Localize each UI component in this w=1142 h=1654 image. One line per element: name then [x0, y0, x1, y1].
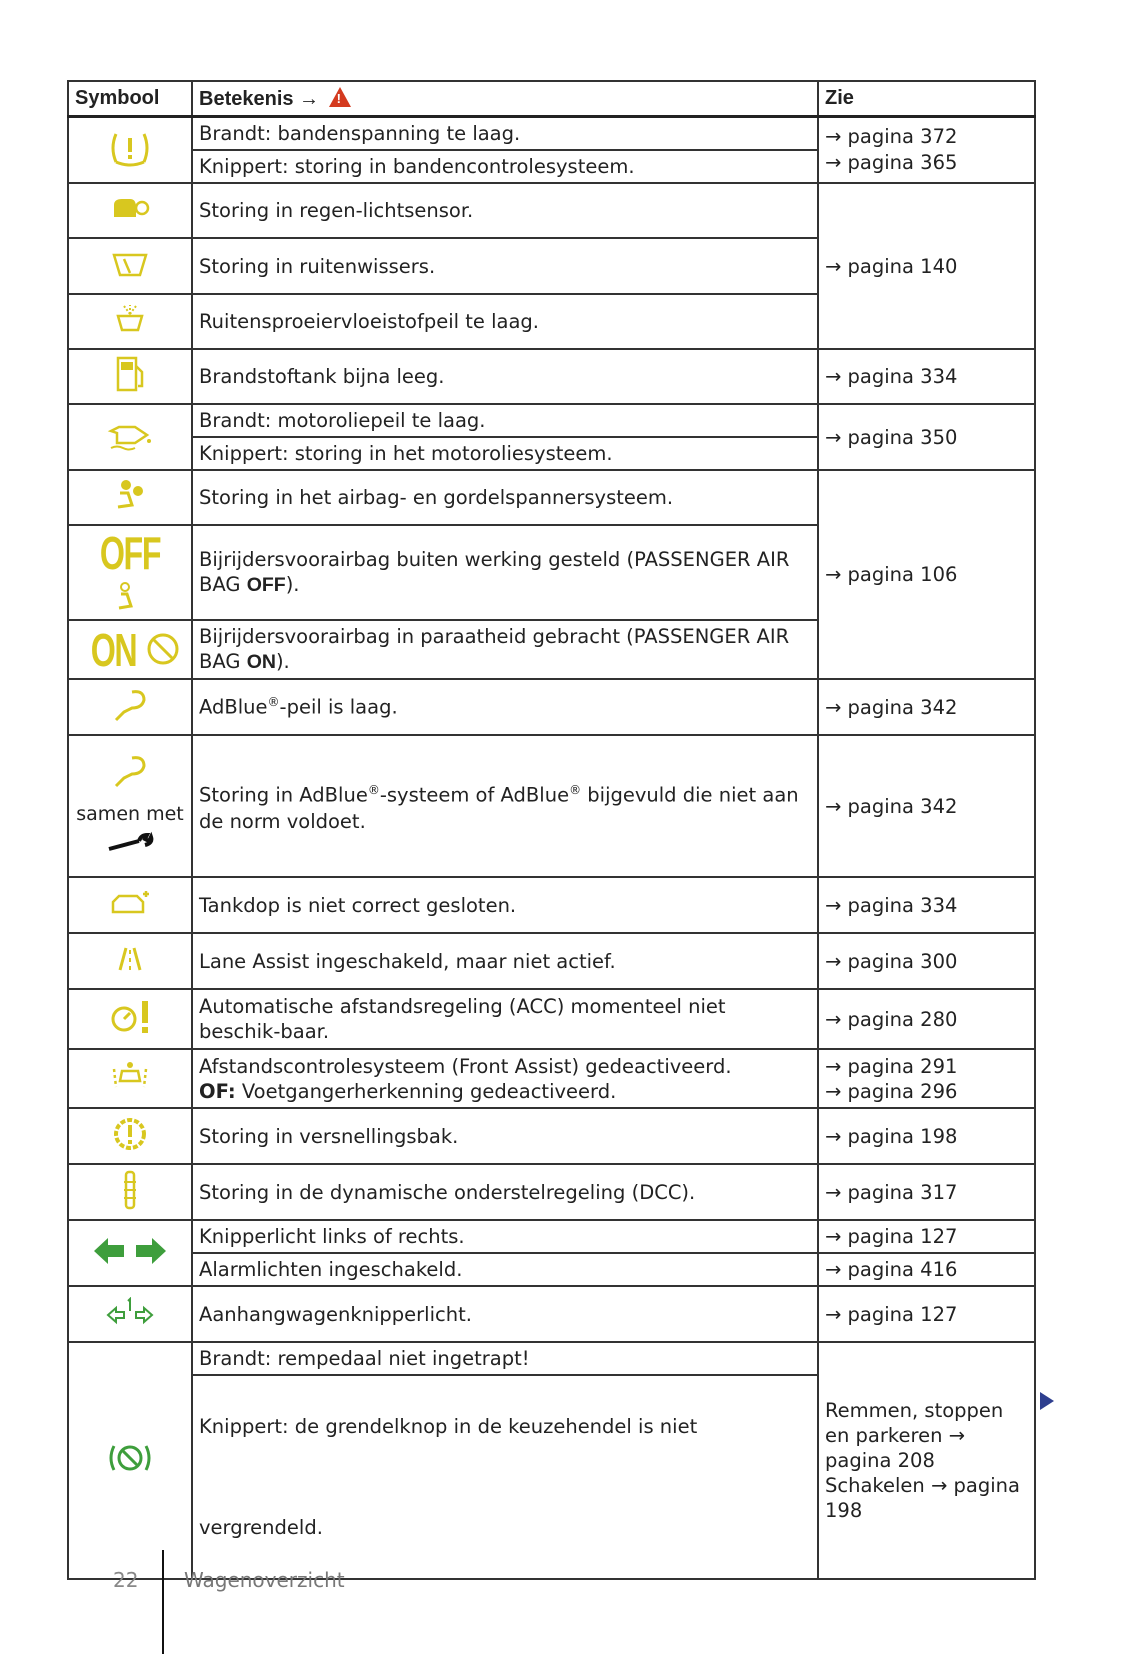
meaning-text: Storing in AdBlue®-systeem of AdBlue® bijgevuld die niet aan de norm voldoet.: [192, 735, 818, 877]
table-row: [68, 933, 1035, 989]
table-row: [68, 679, 1035, 735]
table-row: [68, 404, 1035, 470]
table-row: [68, 1164, 1035, 1220]
meaning-text: Brandt: bandenspanning te laag.: [193, 118, 817, 151]
adblue-wrench-symbol: [68, 735, 192, 877]
col-header-meaning: Betekenis → !: [192, 81, 818, 117]
meaning-text: Knippert: storing in het motoroliesysteem.: [199, 442, 613, 465]
meaning-text: Ruitensproeiervloeistofpeil te laag.: [192, 294, 818, 349]
page-ref[interactable]: → pagina 372: [825, 125, 958, 148]
meaning-text: Tankdop is niet correct gesloten.: [192, 877, 818, 933]
meaning-text: Knipperlicht links of rechts.: [193, 1221, 817, 1254]
acc-icon: [68, 989, 192, 1049]
adblue-icon: [68, 679, 192, 735]
meaning-text: Bijrijdersvoorairbag buiten werking gesteld (PASSENGER AIR BAG OFF).: [192, 525, 818, 620]
table-header-row: [68, 81, 1035, 117]
page-ref[interactable]: → pagina 127: [825, 1302, 958, 1326]
continue-arrow-icon: [1040, 1392, 1054, 1410]
wiper-icon: [68, 238, 192, 294]
page-ref[interactable]: → pagina 317: [825, 1180, 958, 1204]
page-ref[interactable]: → pagina 127: [819, 1221, 1034, 1254]
table-row: [68, 877, 1035, 933]
meaning-text: Storing in het airbag- en gordelspannersysteem.: [192, 470, 818, 525]
col-header-symbol: Symbool: [68, 81, 192, 117]
wrench-icon: [105, 831, 155, 855]
table-row: [68, 470, 1035, 525]
page-ref[interactable]: → pagina 350: [825, 425, 958, 449]
tire-pressure-icon: [68, 117, 192, 184]
footer-divider: [162, 1550, 164, 1654]
meaning-text: Afstandscontrolesysteem (Front Assist) gedeactiveerd.: [199, 1054, 732, 1078]
brake-pedal-icon: [68, 1342, 192, 1579]
page-ref[interactable]: → pagina 416: [825, 1258, 958, 1281]
adblue-icon: [110, 752, 150, 792]
front-assist-icon: [68, 1049, 192, 1108]
meaning-text: Knippert: storing in bandencontrolesysteem.: [199, 155, 635, 178]
table-row: [68, 1108, 1035, 1164]
meaning-text: AdBlue®-peil is laag.: [192, 679, 818, 735]
page-ref[interactable]: → pagina 106: [825, 563, 958, 586]
samen-met-label: samen met: [76, 803, 184, 825]
meaning-text: Automatische afstandsregeling (ACC) momenteel niet beschik-baar.: [192, 989, 818, 1049]
dcc-suspension-icon: [68, 1164, 192, 1220]
rain-light-sensor-icon: [68, 183, 192, 238]
page-ref[interactable]: → pagina 334: [825, 893, 958, 917]
table-row: [68, 735, 1035, 877]
fuel-tank-icon: [68, 349, 192, 404]
page-ref[interactable]: → pagina 342: [825, 695, 958, 719]
page-ref[interactable]: → pagina 291: [825, 1054, 958, 1078]
table-row: [68, 349, 1035, 404]
page-ref[interactable]: Remmen, stoppen en parkeren → pagina 208 Schakelen → pagina 198: [818, 1342, 1035, 1579]
table-row: [68, 989, 1035, 1049]
page-ref[interactable]: → pagina 140: [825, 254, 958, 278]
meaning-text: Bijrijdersvoorairbag in paraatheid gebracht (PASSENGER AIR BAG ON).: [192, 620, 818, 679]
lane-assist-icon: [68, 933, 192, 989]
meaning-text: Voetgangerherkenning gedeactiveerd.: [235, 1079, 617, 1103]
meaning-text: Storing in ruitenwissers.: [192, 238, 818, 294]
meaning-text: Knippert: de grendelknop in de keuzehendel is niet vergrendeld.: [199, 1415, 698, 1539]
table-row: [68, 1286, 1035, 1342]
page-ref[interactable]: → pagina 198: [825, 1124, 958, 1148]
meaning-text: Brandt: motoroliepeil te laag.: [193, 405, 817, 438]
table-row: [68, 117, 1035, 184]
meaning-text: Aanhangwagenknipperlicht.: [192, 1286, 818, 1342]
table-row: [68, 1342, 1035, 1579]
passenger-airbag-on-icon: ON: [68, 620, 192, 679]
page-ref[interactable]: → pagina 296: [825, 1079, 958, 1103]
passenger-airbag-off-icon: OFF: [68, 525, 192, 620]
warning-triangle-icon: [329, 87, 351, 107]
table-row: [68, 183, 1035, 238]
table-row: [68, 1049, 1035, 1108]
meaning-text: Storing in regen-lichtsensor.: [192, 183, 818, 238]
airbag-icon: [68, 470, 192, 525]
meaning-text: Storing in de dynamische onderstelregeling (DCC).: [192, 1164, 818, 1220]
washer-fluid-icon: [68, 294, 192, 349]
meaning-text: Brandstoftank bijna leeg.: [192, 349, 818, 404]
page-ref[interactable]: → pagina 365: [825, 151, 958, 174]
page-ref[interactable]: → pagina 342: [825, 794, 958, 818]
page-ref[interactable]: → pagina 334: [825, 365, 958, 388]
gearbox-warning-icon: [68, 1108, 192, 1164]
meaning-text: Storing in versnellingsbak.: [192, 1108, 818, 1164]
chapter-title: Wagenoverzicht: [184, 1568, 345, 1592]
table-row: [68, 1220, 1035, 1286]
page-number: 22: [113, 1568, 139, 1592]
or-label: OF:: [199, 1079, 236, 1103]
meaning-text: Brandt: rempedaal niet ingetrapt!: [193, 1343, 817, 1376]
turn-signal-icon: [68, 1220, 192, 1286]
trailer-indicator-icon: [68, 1286, 192, 1342]
page-ref[interactable]: → pagina 280: [825, 1007, 958, 1031]
meaning-text: Lane Assist ingeschakeld, maar niet actief.: [192, 933, 818, 989]
col-header-see: Zie: [818, 81, 1035, 117]
oil-can-icon: [68, 404, 192, 470]
meaning-text: Alarmlichten ingeschakeld.: [199, 1258, 463, 1281]
fuel-cap-icon: [68, 877, 192, 933]
page-ref[interactable]: → pagina 300: [825, 949, 958, 973]
warning-lights-table: [67, 80, 1036, 1580]
